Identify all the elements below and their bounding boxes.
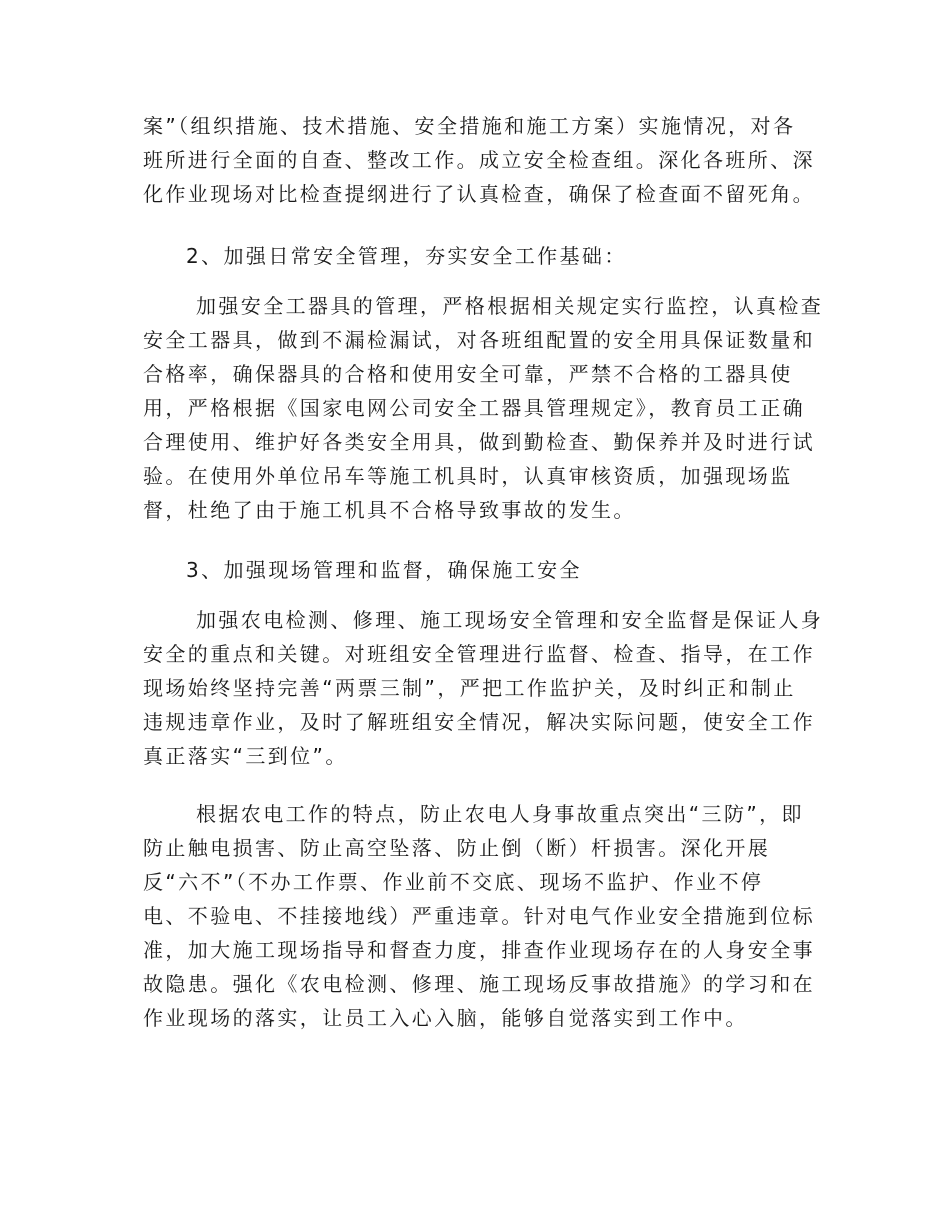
text-line: 安全的重点和关键。对班组安全管理进行监督、检查、指导，在工作 [143, 642, 815, 666]
text-line: 验。在使用外单位吊车等施工机具时，认真审核资质，加强现场监 [143, 464, 793, 488]
text-line: 督，杜绝了由于施工机具不合格导致事故的发生。 [143, 498, 636, 522]
text-line: 违规违章作业，及时了解班组安全情况，解决实际问题，使安全工作 [143, 710, 815, 734]
text-line: 根据农电工作的特点，防止农电人身事故重点突出“三防”，即 [196, 802, 804, 826]
text-line: 班所进行全面的自查、整改工作。成立安全检查组。深化各班所、深 [143, 148, 815, 172]
text-line: 现场始终坚持完善“两票三制”，严把工作监护关，及时纠正和制止 [143, 676, 796, 700]
text-line: 电、不验电、不挂接地线）严重违章。针对电气作业安全措施到位标 [143, 904, 815, 928]
text-line: 故隐患。强化《农电检测、修理、施工现场反事故措施》的学习和在 [143, 972, 815, 996]
text-line: 化作业现场对比检查提纲进行了认真检查，确保了检查面不留死角。 [143, 182, 815, 206]
section-heading-3: 3、加强现场管理和监督，确保施工安全 [186, 558, 582, 582]
text-line: 合格率，确保器具的合格和使用安全可靠，严禁不合格的工器具使 [143, 362, 793, 386]
text-line: 作业现场的落实，让员工入心入脑，能够自觉落实到工作中。 [143, 1006, 748, 1030]
text-line: 加强安全工器具的管理，严格根据相关规定实行监控，认真检查 [196, 294, 824, 318]
text-line: 加强农电检测、修理、施工现场安全管理和安全监督是保证人身 [196, 608, 824, 632]
text-line: 用，严格根据《国家电网公司安全工器具管理规定》，教育员工正确 [143, 396, 805, 420]
section-heading-2: 2、加强日常安全管理，夯实安全工作基础： [186, 244, 627, 268]
text-line: 安全工器具，做到不漏检漏试，对各班组配置的安全用具保证数量和 [143, 328, 815, 352]
text-line: 反“六不”（不办工作票、作业前不交底、现场不监护、作业不停 [143, 870, 764, 894]
text-line: 防止触电损害、防止高空坠落、防止倒（断）杆损害。深化开展 [143, 836, 771, 860]
text-line: 准，加大施工现场指导和督查力度，排查作业现场存在的人身安全事 [143, 938, 815, 962]
text-line: 真正落实“三到位”。 [143, 744, 348, 768]
text-line: 案”（组织措施、技术措施、安全措施和施工方案）实施情况，对各 [143, 114, 796, 138]
text-line: 合理使用、维护好各类安全用具，做到勤检查、勤保养并及时进行试 [143, 430, 815, 454]
